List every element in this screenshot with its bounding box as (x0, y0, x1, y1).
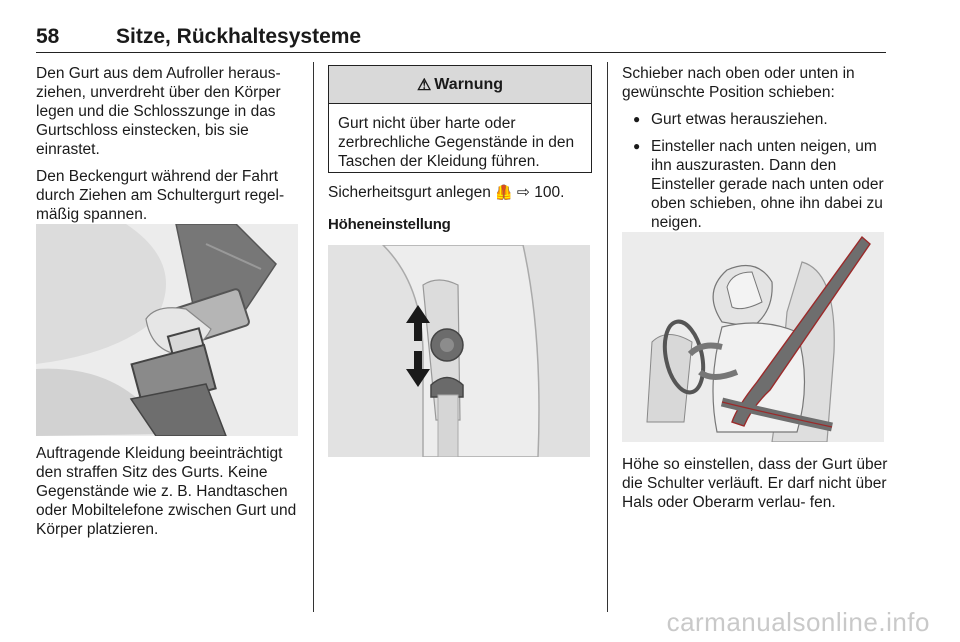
height-adjuster-illustration (328, 245, 590, 457)
column-2-text (328, 183, 598, 242)
watermark: carmanualsonline.info (666, 607, 930, 637)
buckle-illustration (36, 224, 298, 436)
paragraph-height-note: Höhe so einstellen, dass der Gurt über die Schulter verläuft. Er darf nicht über Hals oder Oberarm verlau‐ fen. (622, 456, 888, 511)
warning-title: Warnung (434, 75, 504, 93)
column-1 (36, 64, 302, 232)
instruction-list (622, 110, 890, 232)
seatbelt-icon: 🦺 (495, 184, 513, 200)
page-header (36, 25, 886, 53)
paragraph-slider-intro: Schieber nach oben oder unten in gewünschte Position schieben: (622, 65, 855, 101)
figure-seated-person (622, 232, 884, 442)
column-3 (622, 64, 890, 240)
warning-triangle-icon: ⚠ (416, 76, 432, 94)
warning-header (329, 66, 591, 104)
paragraph-lap-belt: Den Beckengurt während der Fahrt durch Ziehen am Schultergurt regel‐ mäßig spannen. (36, 168, 285, 223)
seated-person-illustration (622, 232, 884, 442)
list-item: ● Gurt etwas herausziehen. (622, 110, 890, 129)
section-heading: Höheneinstellung (328, 216, 451, 233)
chapter-title: Sitze, Rückhaltesysteme (116, 25, 362, 48)
column-divider-2 (607, 62, 608, 612)
page-number: 58 (36, 25, 60, 48)
list-item: ● Einsteller nach unten neigen, um ihn auszurasten. Dann den Einsteller gerade nach unten oder oben schieben, ohne ihn dabei zu neigen. (622, 137, 890, 232)
figure-buckle (36, 224, 298, 436)
column-1-lower (36, 444, 302, 547)
warning-text: Gurt nicht über harte oder zerbrechliche Gegenstände in den Taschen der Kleidung führen. (338, 115, 575, 170)
figure-height-adjust (328, 245, 590, 457)
warning-box (328, 65, 592, 173)
paragraph-clothing-note: Auftragende Kleidung beeinträchtigt den straffen Sitz des Gurts. Keine Gegenstände wie z. B. Handtaschen oder Mobiltelefone zwischen Gurt und Körper platzieren. (36, 445, 297, 538)
column-divider-1 (313, 62, 314, 612)
page-ref-arrow-icon: ⇨ (516, 184, 530, 201)
cross-reference (328, 183, 598, 202)
paragraph-buckle-instructions: Den Gurt aus dem Aufroller heraus‐ ziehen, unverdreht über den Körper legen und die Schlosszunge in das Gurtschloss einstecken, bis sie einrastet. (36, 65, 281, 158)
cross-reference-page: 100. (534, 184, 565, 201)
cross-reference-text: Sicherheitsgurt anlegen (328, 184, 491, 201)
column-3-lower (622, 455, 890, 520)
